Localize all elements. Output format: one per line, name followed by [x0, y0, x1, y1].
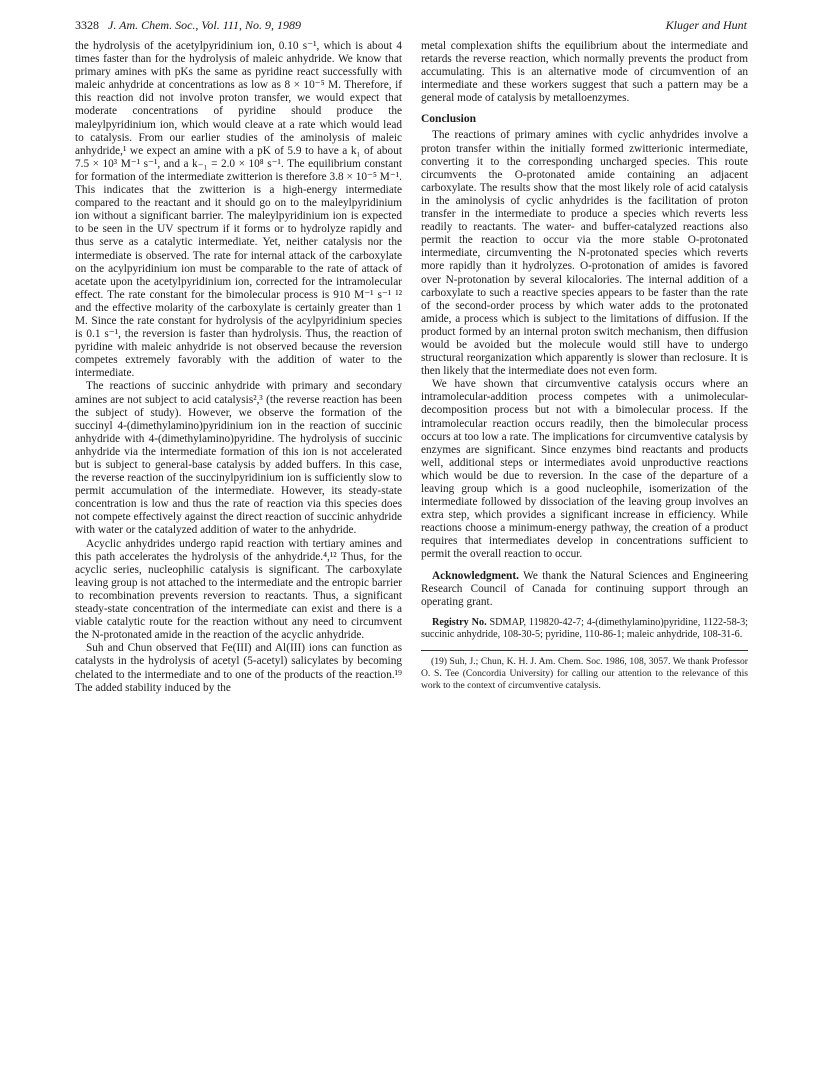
conclusion-paragraph-1: The reactions of primary amines with cyclic anhydrides involve a proton transfer within the initially formed zwitterionic intermediate, converting it to the corresponding uncharged species. This route circumvents the O-protonated amide containing an adjacent carboxylate. The results show that the most likely role of acid catalysis in the aminolysis of cyclic anhydrides is the facilitation of proton transfer in the intermediate to produce a species which reverts less readily to reactants. The water- and buffer-catalyzed reactions also permit the reaction to occur via the more stable O-protonated intermediate, circumventing the N-protonated species which reverts more rapidly than it hydrolyzes. O-protonation of amides is favored over N-protonation by several kilocalories. The internal addition of a carboxylate to such a reactive species appears to be faster than the rate of the second-order process by which water adds to the protonated amide, a process which is subject to the limitations of diffusion. If the product formed by an internal proton switch mechanism, then diffusion would be avoided but the molecule would still have to undergo structural reorganization which apparently is slower than reclosure. It is then likely that the intermediate does not even form.: [421, 129, 748, 378]
section-gap: [421, 609, 748, 617]
acknowledgment-text: We thank the Natural Sciences and Engineering Research Council of Canada for continuing support through an operating grant.: [421, 569, 748, 608]
header-authors: Kluger and Hunt: [665, 18, 747, 32]
left-paragraph-2: The reactions of succinic anhydride with primary and secondary amines are not subject to acid catalysis²,³ (the reverse reaction has been the subject of study). However, we observe the formation of the succinyl 4-(dimethylamino)pyridinium ion in the reaction of succinic anhydride with 4-(dimethylamino)pyridine. The hydrolysis of succinic anhydride via the intermediate formation of this ion is not accelerated but is subject to general-base catalysis by added buffers. In this case, the reverse reaction of the succinylpyridinium ion is sufficiently slow to permit accumulation of the intermediate. However, its steady-state concentration is low and thus the rate of reaction via this species does not compete effectively against the direct reaction of succinic anhydride with water or the catalyzed addition of water to the anhydride.: [75, 380, 402, 537]
left-paragraph-1: the hydrolysis of the acetylpyridinium ion, 0.10 s⁻¹, which is about 4 times faster than for the hydrolysis of maleic anhydride. We know that primary amines with pKs the same as pyridine react successfully with maleic anhydride at concentrations as low as 8 × 10⁻⁵ M. Therefore, if this reaction did not involve proton transfer, we would expect that moderate concentrations of pyridine should produce the maleylpyridinium ion, which would cleave at a rate which would lead to catalysis. From our earlier studies of the aminolysis of maleic anhydride,¹ we expect an amine with a pK of 5.9 to have a k₁ of about 7.5 × 10³ M⁻¹ s⁻¹, and a k₋₁ = 2.0 × 10⁸ s⁻¹. The equilibrium constant for formation of the intermediate zwitterion is therefore 3.8 × 10⁻⁵ M⁻¹. This indicates that the zwitterion is a high-energy intermediate compared to the reactant and it should go on to the maleylpyridinium ion without a significant barrier. The maleylpyridinium ion is expected to be seen in the UV spectrum if it forms or to hydrolyze rapidly and thus serve as a catalytic intermediate. Yet, neither catalysis nor the intermediate is observed. The rate for internal attack of the carboxylate on the acylpyridinium ion must be comparable to the rate of attack of acetate upon the acetylpyridinium ion, corrected for the intramolecular effect. The rate constant for the bimolecular process is 910 M⁻¹ s⁻¹ ¹² and the effective molarity of the carboxylate is certainly greater than 1 M. Since the rate constant for hydrolysis of the acylpyridinium species is 0.1 s⁻¹, the reversion is faster than hydrolysis. Thus, the reaction of pyridine with maleic anhydride is not observed because the reversion competes extremely favorably with the addition of water to the intermediate.: [75, 40, 402, 380]
left-column: [75, 40, 402, 695]
left-paragraph-4: Suh and Chun observed that Fe(III) and Al(III) ions can function as catalysts in the hydrolysis of acetyl (5-acetyl) salicylates by becoming chelated to the intermediate and to one of the products of the reaction.¹⁹ The added stability induced by the: [75, 642, 402, 694]
acknowledgment-label: Acknowledgment.: [432, 569, 519, 582]
left-paragraph-3: Acyclic anhydrides undergo rapid reaction with tertiary amines and this path accelerates the hydrolysis of the anhydride.⁴,¹² Thus, for the acyclic series, nucleophilic catalysis is significant. The carboxylate leaving group is not attached to the intermediate and the entropic barrier to recombination prevents reversion to reactants. Thus, a significant steady-state concentration of the intermediate can exist and there is a viable catalytic route for the reaction without any need to circumvent the N-protonated amide in the reaction of the acyclic anhydride.: [75, 537, 402, 642]
conclusion-heading: Conclusion: [421, 113, 476, 126]
conclusion-paragraph-2: We have shown that circumventive catalysis occurs where an intramolecular-addition process competes with a unimolecular-decomposition process but not with a bimolecular process. If the intramolecular reaction occurs readily, then the bimolecular process occurs at too low a rate. The implications for circumventive catalysis by enzymes are significant. Since enzymes bind reactants and products well, additional steps or intermediates avoid unproductive reactions which would be due to reversion. In the case of the departure of a leaving group which is a good nucleophile, isomerization of the intermediate followed by dissociation of the leaving group involves an extra step, which provides a significant increase in efficiency. While reactions choose a minimum-energy pathway, the creation of a product requires that intermediates develop in concentrations sufficient to permit the overall reaction to occur.: [421, 378, 748, 561]
registry-label: Registry No.: [432, 616, 487, 628]
running-header: [75, 16, 747, 34]
section-gap: [421, 562, 748, 570]
footnote-19: (19) Suh, J.; Chun, K. H. J. Am. Chem. Soc. 1986, 108, 3057. We thank Professor O. S. Tee (Concordia University) for calling our attention to the relevance of this work to the context of circumventive catalysis.: [421, 656, 748, 691]
journal-citation: J. Am. Chem. Soc., Vol. 111, No. 9, 1989: [108, 18, 301, 32]
registry-numbers: [421, 617, 748, 642]
header-left: [75, 16, 301, 34]
right-column: [421, 40, 748, 691]
acknowledgment: [421, 570, 748, 609]
page-number: 3328: [75, 18, 99, 32]
footnote-rule: [421, 650, 748, 651]
registry-text: SDMAP, 119820-42-7; 4-(dimethylamino)pyridine, 1122-58-3; succinic anhydride, 108-30-5; pyridine, 110-86-1; maleic anhydride, 108-31-6.: [421, 616, 748, 641]
right-paragraph-1: metal complexation shifts the equilibrium about the intermediate and retards the reverse reaction, which normally prevents the product from accumulating. This is an alternative mode of circumvention of an intermediate and these workers suggest that such a pattern may be a general mode of catalysis by metalloenzymes.: [421, 40, 748, 105]
